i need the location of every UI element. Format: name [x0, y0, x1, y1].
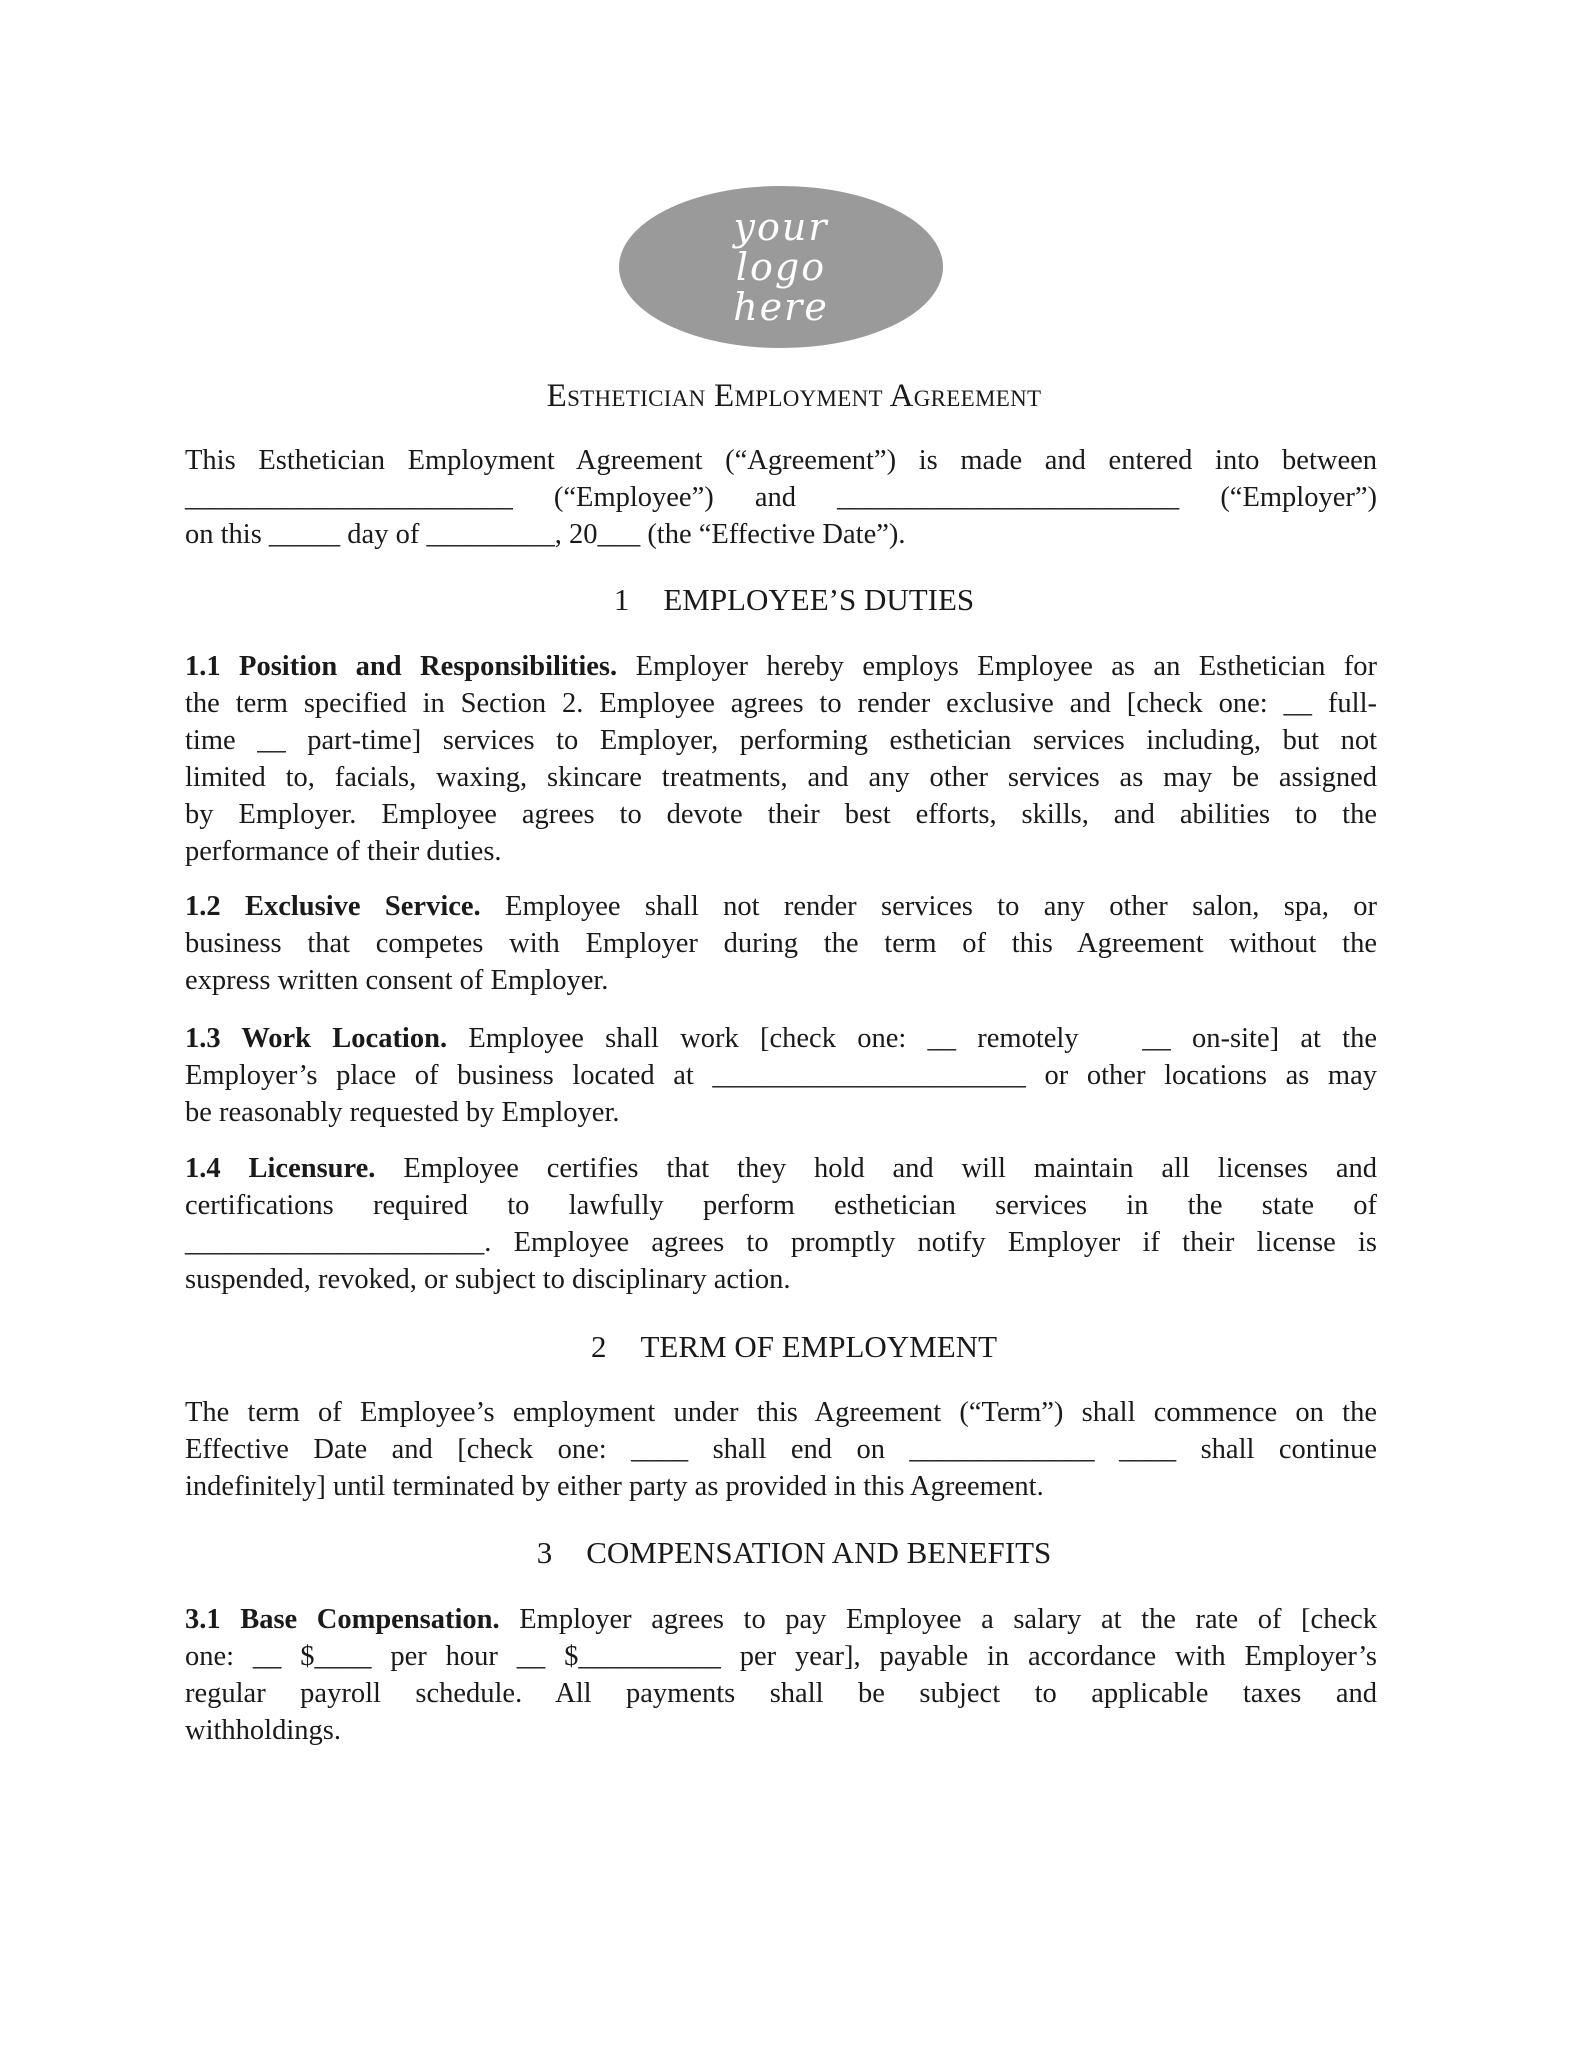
section-title: EMPLOYEE’S DUTIES [663, 582, 975, 617]
clause-lead: 3.1 Base Compensation. [185, 1604, 500, 1635]
document-title: Esthetician Employment Agreement [546, 378, 1042, 414]
text-line: business that competes with Employer during the term of this Agreement without the [185, 928, 1377, 959]
text-line: regular payroll schedule. All payments shall be subject to applicable taxes and [185, 1678, 1377, 1709]
section-heading-1 [0, 582, 1588, 618]
clause-paragraph [185, 1020, 1377, 1131]
logo-placeholder [619, 186, 943, 348]
text-line: certifications required to lawfully perform esthetician services in the state of [185, 1190, 1377, 1221]
text-line: _______________________ (“Employee”) and ________________________ (“Employer”) [185, 482, 1377, 513]
clause-text: Employee shall not render services to any other salon, spa, or [480, 891, 1377, 922]
clause-lead: 1.1 Position and Responsibilities. [185, 651, 618, 682]
text-line: suspended, revoked, or subject to disciplinary action. [185, 1264, 791, 1295]
section-title: TERM OF EMPLOYMENT [640, 1329, 997, 1364]
logo-text: logo [735, 245, 827, 289]
clause-paragraph [185, 1394, 1377, 1505]
text-line: performance of their duties. [185, 836, 502, 867]
text-line: Effective Date and [check one: ____ shall end on _____________ ____ shall continue [185, 1434, 1377, 1465]
intro-paragraph [185, 442, 1377, 553]
section-number: 1 [613, 582, 630, 617]
text-line: be reasonably requested by Employer. [185, 1097, 620, 1128]
text-line: limited to, facials, waxing, skincare treatments, and any other services as may be assigned [185, 762, 1377, 793]
text-line: Employer’s place of business located at ______________________ or other locations as may [185, 1060, 1377, 1091]
section-number: 3 [536, 1535, 553, 1570]
clause-lead: 1.2 Exclusive Service. [185, 891, 481, 922]
clause-text: Employer hereby employs Employee as an Esthetician for [617, 651, 1377, 682]
text-line: the term specified in Section 2. Employee agrees to render exclusive and [check one: __ full- [185, 688, 1377, 719]
text-line: The term of Employee’s employment under this Agreement (“Term”) shall commence on the [185, 1397, 1377, 1428]
text-line: This Esthetician Employment Agreement (“Agreement”) is made and entered into between [185, 445, 1377, 476]
text-line: one: __ $____ per hour __ $__________ per year], payable in accordance with Employer’s [185, 1641, 1377, 1672]
clause-paragraph [185, 1601, 1377, 1749]
text-line: indefinitely] until terminated by either party as provided in this Agreement. [185, 1471, 1044, 1502]
clause-text: Employee certifies that they hold and will maintain all licenses and [375, 1153, 1377, 1184]
text-line: time __ part-time] services to Employer, performing esthetician services including, but not [185, 725, 1377, 756]
section-heading-3 [0, 1535, 1588, 1571]
text-line: by Employer. Employee agrees to devote their best efforts, skills, and abilities to the [185, 799, 1377, 830]
clause-paragraph [185, 648, 1377, 870]
text-line [185, 888, 1377, 925]
text-line [185, 1601, 1377, 1638]
text-line [185, 648, 1377, 685]
logo-text: your [733, 205, 829, 249]
clause-paragraph [185, 1150, 1377, 1298]
clause-paragraph [185, 888, 1377, 999]
text-line [185, 1150, 1377, 1187]
text-line [185, 1020, 1377, 1057]
text-line: withholdings. [185, 1715, 341, 1746]
clause-text: Employer agrees to pay Employee a salary at the rate of [check [499, 1604, 1377, 1635]
clause-lead: 1.3 Work Location. [185, 1023, 448, 1054]
section-heading-2 [0, 1329, 1588, 1365]
clause-lead: 1.4 Licensure. [185, 1153, 376, 1184]
section-number: 2 [590, 1329, 607, 1364]
section-title: COMPENSATION AND BENEFITS [586, 1535, 1052, 1570]
text-line: on this _____ day of _________, 20___ (the “Effective Date”). [185, 519, 906, 550]
logo-text: here [733, 285, 829, 329]
clause-text: Employee shall work [check one: __ remotely __ on-site] at the [447, 1023, 1377, 1054]
text-line: _____________________. Employee agrees to promptly notify Employer if their license is [185, 1227, 1377, 1258]
text-line: express written consent of Employer. [185, 965, 609, 996]
